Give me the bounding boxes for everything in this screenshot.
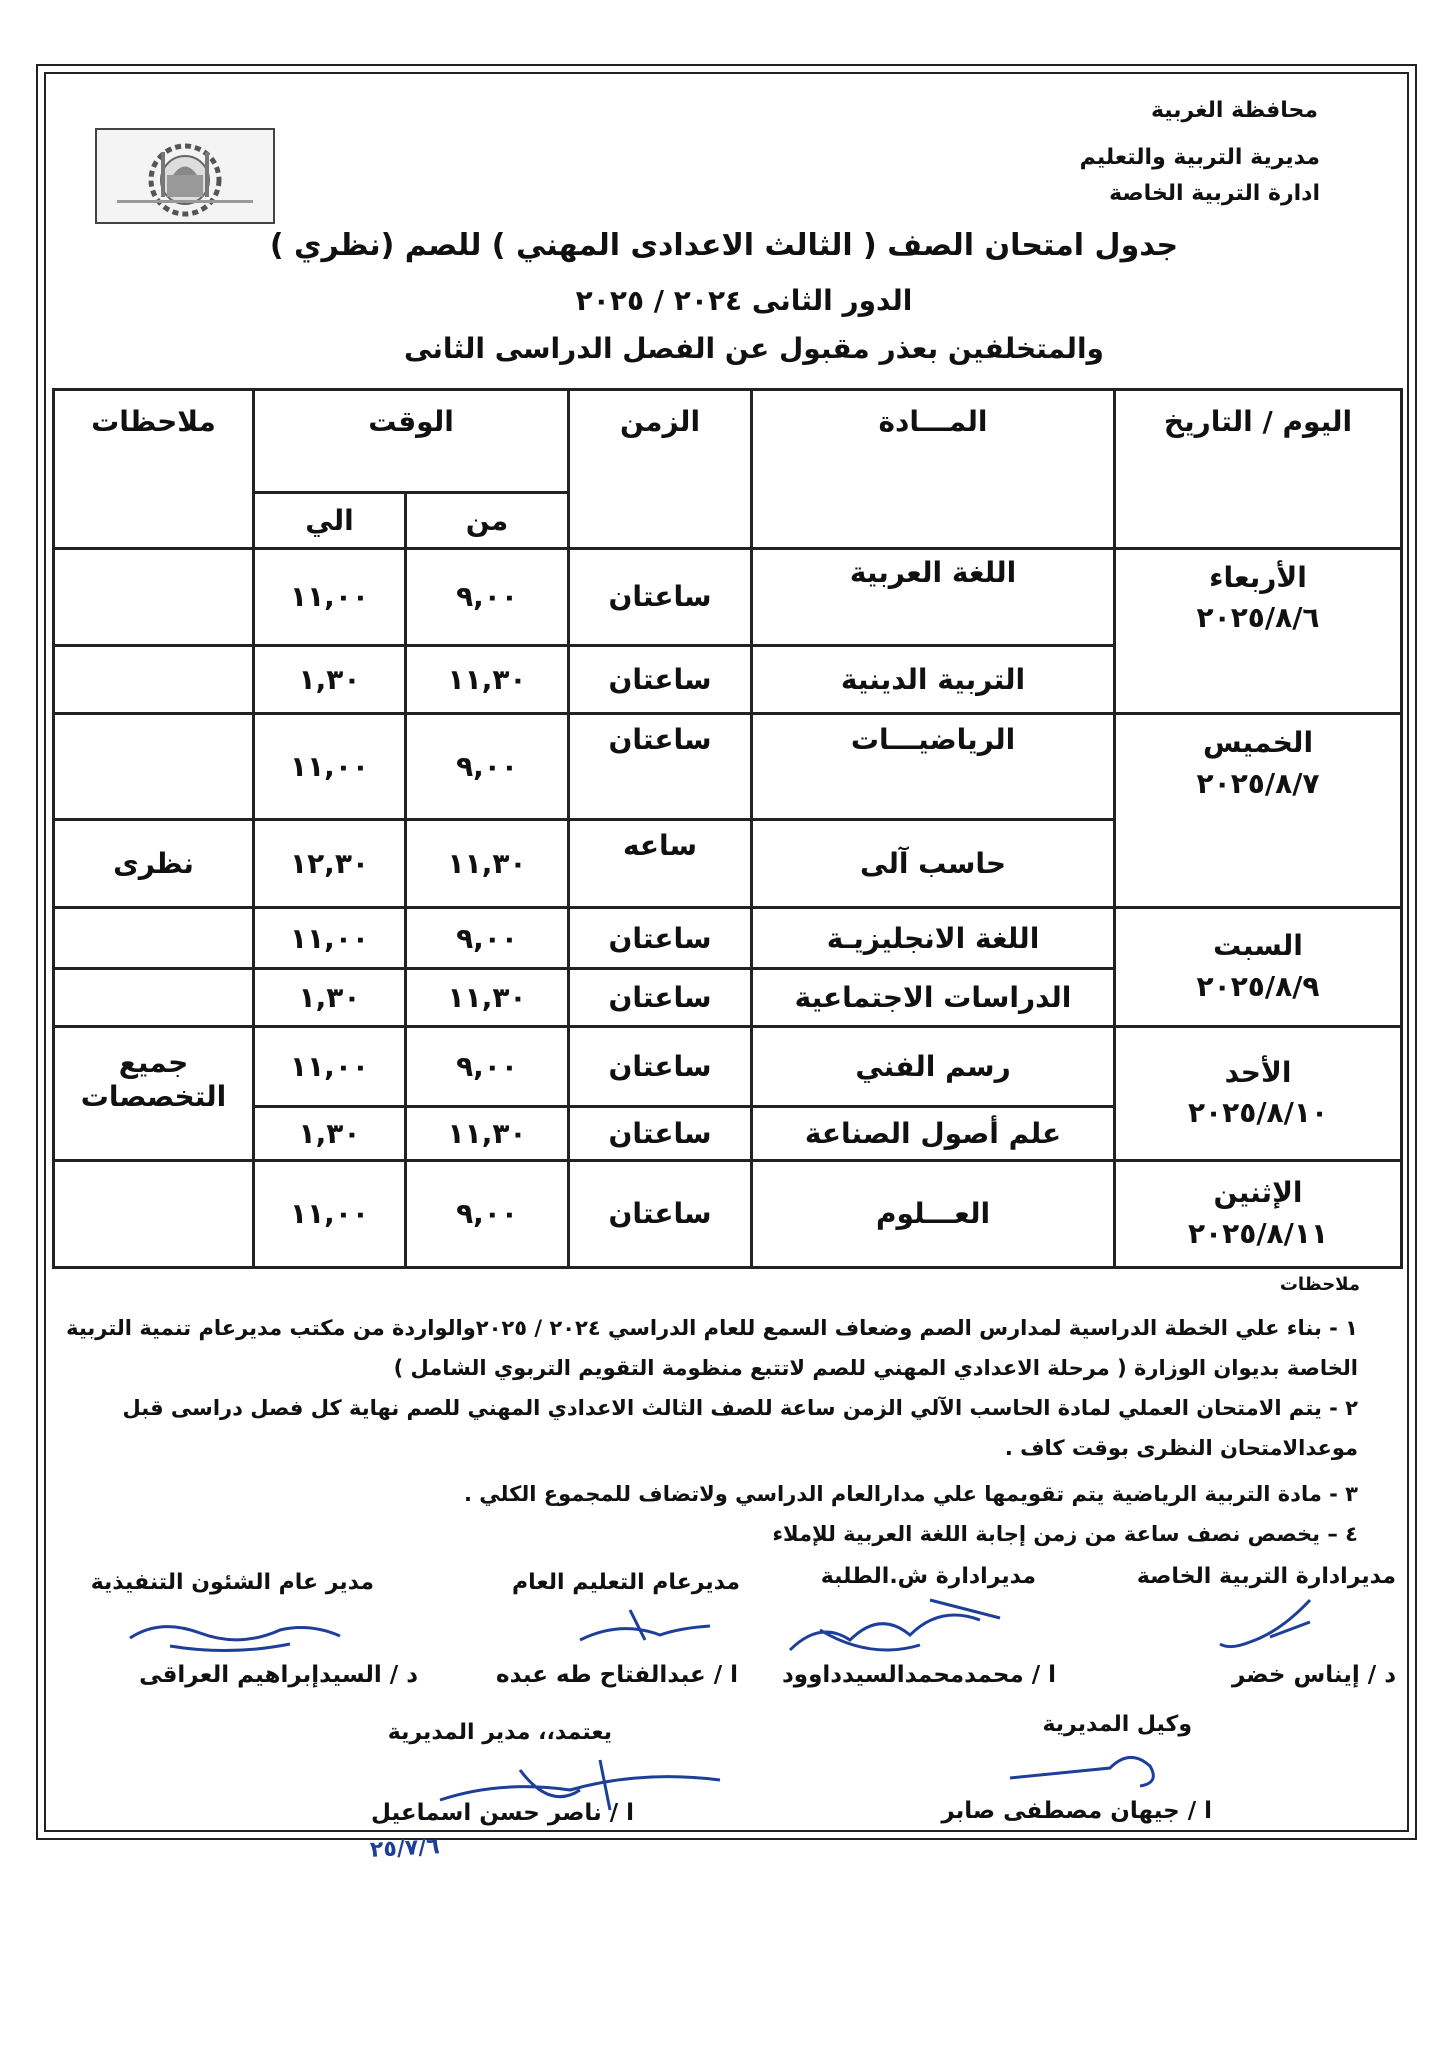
note-cell: نظرى bbox=[54, 820, 254, 907]
session-subtitle: الدور الثانى ٢٠٢٤ / ٢٠٢٥ bbox=[575, 284, 913, 317]
governorate-label: محافظة الغربية bbox=[1150, 98, 1318, 123]
note-line: ٢ - يتم الامتحان العملي لمادة الحاسب الآلي الزمن ساعة للصف الثالث الاعدادي المهني للصم نهاية كل فصل دراسى قبل bbox=[122, 1396, 1358, 1420]
day-cell bbox=[1115, 1027, 1402, 1161]
signature-title: مدير عام الشئون التنفيذية bbox=[90, 1570, 374, 1595]
note-line: ١ - بناء علي الخطة الدراسية لمدارس الصم وضعاف السمع للعام الدراسي ٢٠٢٤ / ٢٠٢٥والواردة من مكتب مديرعام تنمية التربية bbox=[66, 1316, 1358, 1340]
duration-cell: ساعتان bbox=[569, 714, 752, 820]
department-label: ادارة التربية الخاصة bbox=[1109, 181, 1320, 206]
subject-cell: التربية الدينية bbox=[752, 646, 1115, 714]
subject-cell: حاسب آلى bbox=[752, 820, 1115, 907]
note-cell bbox=[54, 1160, 254, 1267]
from-cell: ٩,٠٠ bbox=[406, 907, 569, 969]
subject-cell: الدراسات الاجتماعية bbox=[752, 969, 1115, 1027]
to-cell: ١٢,٣٠ bbox=[254, 820, 406, 907]
day-cell bbox=[1115, 1160, 1402, 1267]
note-line: الخاصة بديوان الوزارة ( مرحلة الاعدادي المهني للصم لاتتبع منظومة التقويم التربوي الشامل ) bbox=[393, 1356, 1358, 1380]
signatory-name: د / إيناس خضر bbox=[1231, 1662, 1396, 1688]
subject-cell: علم أصول الصناعة bbox=[752, 1107, 1115, 1161]
header-time: الوقت bbox=[254, 390, 569, 493]
duration-cell: ساعه bbox=[569, 820, 752, 907]
mosque-gear-logo-icon bbox=[97, 130, 273, 222]
directorate-label: مديرية التربية والتعليم bbox=[1079, 145, 1320, 170]
from-cell: ١١,٣٠ bbox=[406, 969, 569, 1027]
signature-title: مديرادارة التربية الخاصة bbox=[1136, 1564, 1396, 1589]
header-from: من bbox=[406, 492, 569, 548]
note-line: موعدالامتحان النظرى بوقت كاف . bbox=[1004, 1436, 1358, 1460]
table-row bbox=[54, 548, 1402, 646]
table-row bbox=[54, 907, 1402, 969]
eligibility-subtitle: والمتخلفين بعذر مقبول عن الفصل الدراسى الثانى bbox=[404, 332, 1104, 365]
duration-cell: ساعتان bbox=[569, 646, 752, 714]
signatory-name: ا / محمدمحمدالسيدداوود bbox=[781, 1662, 1056, 1688]
day-name: الخميس bbox=[1202, 726, 1314, 760]
from-cell: ١١,٣٠ bbox=[406, 820, 569, 907]
day-date: ٢٠٢٥/٨/٦ bbox=[1196, 601, 1320, 635]
subject-cell: اللغة العربية bbox=[752, 548, 1115, 646]
note-line: ٤ – يخصص نصف ساعة من زمن إجابة اللغة العربية للإملاء bbox=[772, 1522, 1358, 1546]
signatory-name: ا / ناصر حسن اسماعيل bbox=[371, 1800, 634, 1826]
to-cell: ١١,٠٠ bbox=[254, 1027, 406, 1107]
day-date: ٢٠٢٥/٨/١١ bbox=[1187, 1216, 1329, 1250]
exam-schedule-table bbox=[52, 388, 1403, 1269]
signatory-name: ا / جيهان مصطفى صابر bbox=[941, 1798, 1212, 1824]
from-cell: ٩,٠٠ bbox=[406, 548, 569, 646]
signature-title: مديرعام التعليم العام bbox=[511, 1570, 740, 1595]
day-cell bbox=[1115, 714, 1402, 908]
subject-cell: اللغة الانجليزيـة bbox=[752, 907, 1115, 969]
header-duration: الزمن bbox=[569, 390, 752, 549]
from-cell: ٩,٠٠ bbox=[406, 1160, 569, 1267]
day-date: ٢٠٢٥/٨/٧ bbox=[1196, 766, 1320, 800]
signature-title: يعتمد،، مدير المديرية bbox=[387, 1720, 612, 1745]
duration-cell: ساعتان bbox=[569, 907, 752, 969]
note-cell bbox=[54, 907, 254, 969]
day-date: ٢٠٢٥/٨/٩ bbox=[1196, 969, 1320, 1003]
notes-title: ملاحظات bbox=[1279, 1274, 1360, 1295]
day-cell bbox=[1115, 548, 1402, 714]
notes-list bbox=[58, 1308, 1358, 1554]
handwritten-signature-icon bbox=[570, 1600, 720, 1650]
duration-cell: ساعتان bbox=[569, 969, 752, 1027]
day-name: الإثنين bbox=[1213, 1176, 1303, 1210]
signatory-name: د / السيدإبراهيم العراقى bbox=[139, 1662, 418, 1688]
signature-title: وكيل المديرية bbox=[1042, 1712, 1192, 1737]
duration-cell: ساعتان bbox=[569, 1027, 752, 1107]
duration-cell: ساعتان bbox=[569, 1107, 752, 1161]
day-cell bbox=[1115, 907, 1402, 1026]
handwritten-signature-icon bbox=[1210, 1592, 1330, 1662]
table-row bbox=[54, 714, 1402, 820]
page-title: جدول امتحان الصف ( الثالث الاعدادى المهني ) للصم (نظري ) bbox=[269, 228, 1179, 263]
signatory-name: ا / عبدالفتاح طه عبده bbox=[496, 1662, 738, 1688]
subject-cell: العـــلوم bbox=[752, 1160, 1115, 1267]
handwritten-signature-icon bbox=[1000, 1738, 1180, 1798]
handwritten-date: ٢٥/٧/٦ bbox=[369, 1834, 441, 1863]
from-cell: ١١,٣٠ bbox=[406, 1107, 569, 1161]
to-cell: ١,٣٠ bbox=[254, 646, 406, 714]
table-row bbox=[54, 1160, 1402, 1267]
handwritten-signature-icon bbox=[780, 1590, 1020, 1662]
to-cell: ١١,٠٠ bbox=[254, 714, 406, 820]
signature-title: مديرادارة ش.الطلبة bbox=[820, 1564, 1036, 1589]
note-cell bbox=[54, 548, 254, 646]
to-cell: ١١,٠٠ bbox=[254, 1160, 406, 1267]
day-name: الأحد bbox=[1224, 1055, 1292, 1089]
day-name: السبت bbox=[1213, 929, 1303, 963]
note-cell bbox=[54, 714, 254, 820]
note-cell bbox=[54, 646, 254, 714]
note-line: ٣ - مادة التربية الرياضية يتم تقويمها علي مدارالعام الدراسي ولاتضاف للمجموع الكلي . bbox=[464, 1482, 1358, 1506]
note-cell bbox=[54, 969, 254, 1027]
day-name: الأربعاء bbox=[1209, 560, 1307, 594]
duration-cell: ساعتان bbox=[569, 548, 752, 646]
table-row bbox=[54, 1027, 1402, 1107]
to-cell: ١,٣٠ bbox=[254, 1107, 406, 1161]
duration-cell: ساعتان bbox=[569, 1160, 752, 1267]
header-to: الي bbox=[254, 492, 406, 548]
to-cell: ١١,٠٠ bbox=[254, 907, 406, 969]
from-cell: ١١,٣٠ bbox=[406, 646, 569, 714]
to-cell: ١,٣٠ bbox=[254, 969, 406, 1027]
header-subject: المـــادة bbox=[752, 390, 1115, 549]
subject-cell: الرياضيـــات bbox=[752, 714, 1115, 820]
header-day-date: اليوم / التاريخ bbox=[1115, 390, 1402, 549]
from-cell: ٩,٠٠ bbox=[406, 1027, 569, 1107]
directorate-logo bbox=[95, 128, 275, 224]
from-cell: ٩,٠٠ bbox=[406, 714, 569, 820]
header-notes: ملاحظات bbox=[54, 390, 254, 549]
merged-note-cell: جميع التخصصات bbox=[54, 1027, 254, 1161]
subject-cell: رسم الفني bbox=[752, 1027, 1115, 1107]
to-cell: ١١,٠٠ bbox=[254, 548, 406, 646]
handwritten-signature-icon bbox=[120, 1608, 350, 1658]
day-date: ٢٠٢٥/٨/١٠ bbox=[1187, 1096, 1329, 1130]
